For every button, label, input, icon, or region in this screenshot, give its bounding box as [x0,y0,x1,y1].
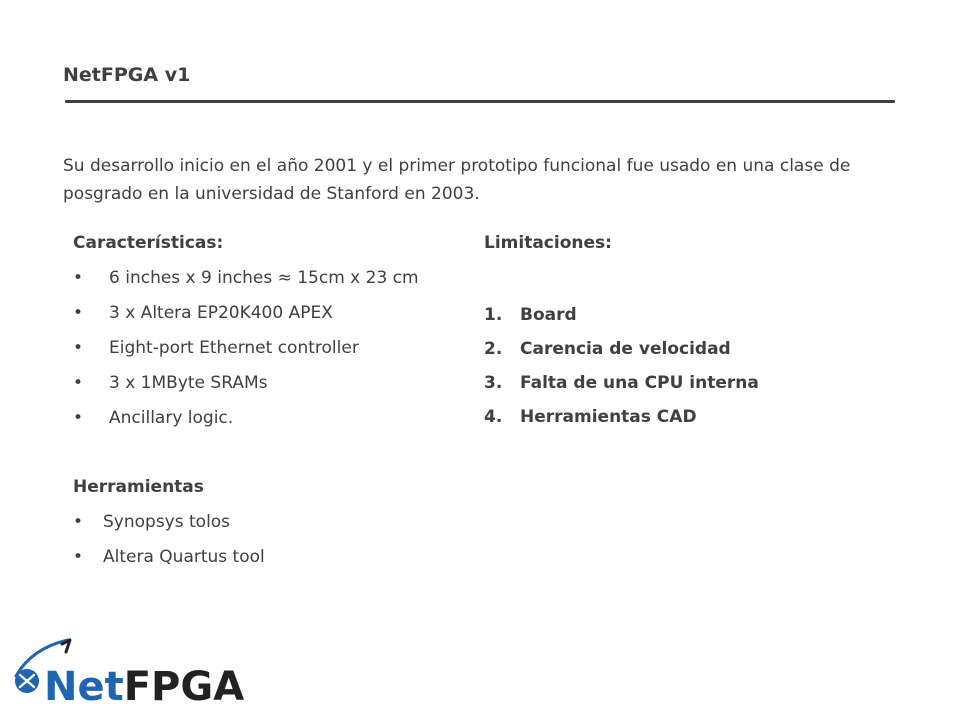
list-item [73,268,419,303]
feature-text: Eight-port Ethernet controller [109,338,359,358]
logo-wordmark: NetFPGA [44,664,245,706]
list-item [484,373,759,407]
bullet-icon: • [73,303,84,323]
feature-text: 6 inches x 9 inches ≈ 15cm x 23 cm [109,268,419,288]
list-item [73,373,419,408]
list-item [73,303,419,338]
bullet-icon: • [73,268,84,288]
item-number: 1. [484,305,503,325]
title-divider [65,100,895,103]
feature-text: 3 x 1MByte SRAMs [109,373,268,393]
bullet-icon: • [73,338,84,358]
feature-text: Ancillary logic. [109,408,234,428]
list-item [73,408,419,443]
list-item [484,339,759,373]
limitation-text: Herramientas CAD [520,407,697,427]
intro-paragraph: Su desarrollo inicio en el año 2001 y el primer prototipo funcional fue usado en una clase de posgrado en la universidad de Stanford en 2003. [63,156,851,204]
list-item [73,338,419,373]
list-item [484,407,759,441]
limitations-heading: Limitaciones: [484,233,612,253]
item-number: 3. [484,373,503,393]
feature-text: 3 x Altera EP20K400 APEX [109,303,333,323]
bullet-icon: • [73,408,84,428]
limitation-text: Carencia de velocidad [520,339,731,359]
tool-text: Altera Quartus tool [103,547,265,567]
bullet-icon: • [73,373,84,393]
list-item [73,547,265,582]
list-item [73,512,265,547]
item-number: 4. [484,407,503,427]
limitations-list [484,305,759,441]
bullet-icon: • [73,512,84,532]
limitation-text: Falta de una CPU interna [520,373,759,393]
list-item [484,305,759,339]
tools-heading: Herramientas [73,477,204,497]
item-number: 2. [484,339,503,359]
bullet-icon: • [73,547,84,567]
limitation-text: Board [520,305,577,325]
netfpga-logo [8,634,253,706]
tools-list [73,512,265,582]
tool-text: Synopsys tolos [103,512,231,532]
slide-title: NetFPGA v1 [63,64,191,86]
features-heading: Características: [73,233,224,253]
features-list [73,268,419,443]
